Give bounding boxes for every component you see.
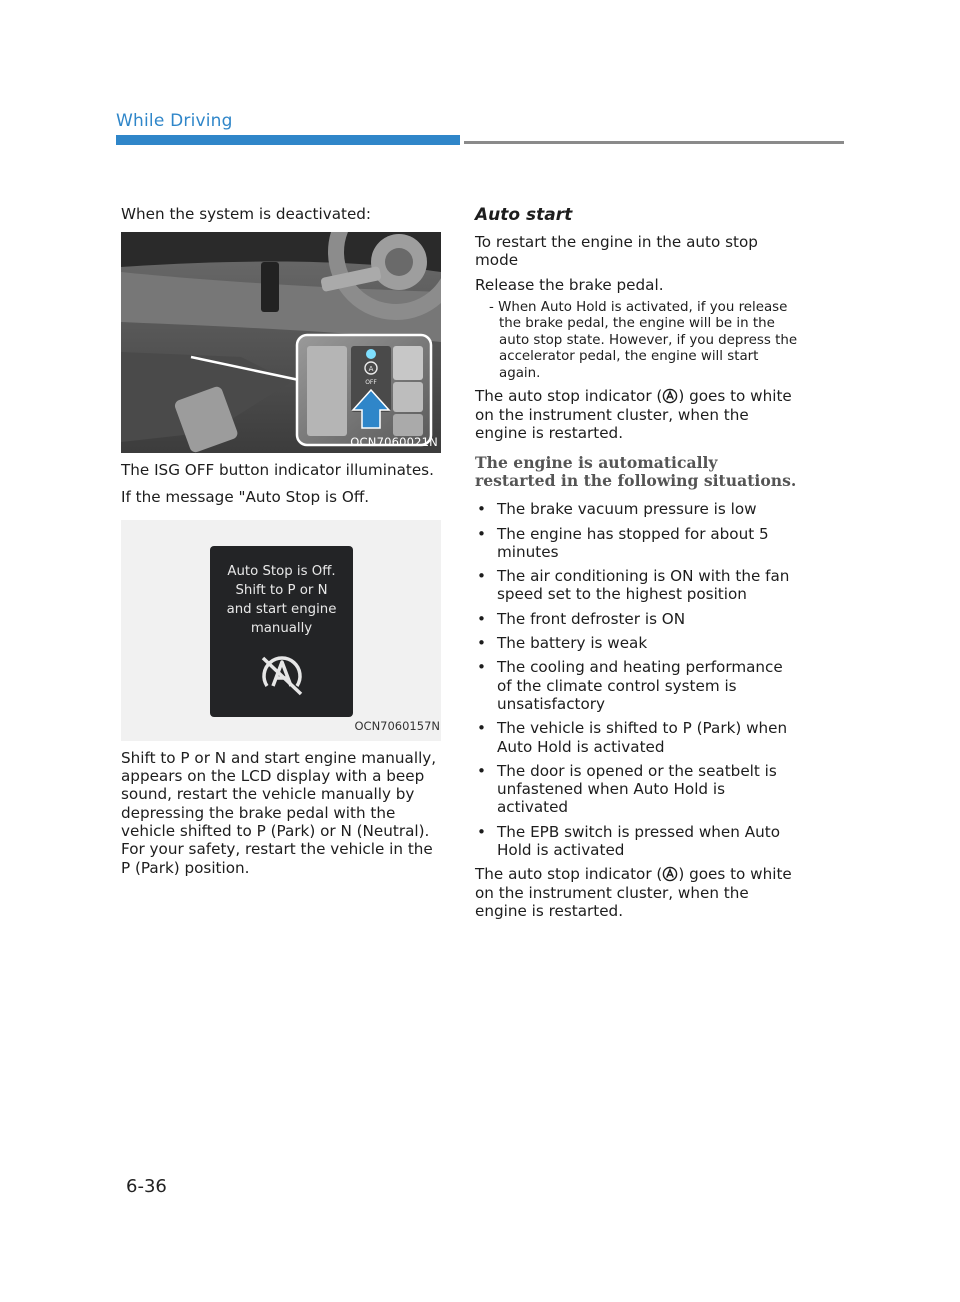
auto-stop-off-icon — [255, 648, 309, 702]
indicator-text-2 — [475, 865, 800, 920]
page-number: 6-36 — [126, 1176, 167, 1197]
bullet-dot: • — [477, 609, 486, 628]
header-rule-accent — [116, 135, 460, 145]
left-column — [121, 205, 443, 885]
figure-code: OCN7060157N — [354, 718, 440, 733]
situations-heading: The engine is automatically restarted in the following situations. — [475, 453, 797, 491]
auto-stop-a-icon — [662, 388, 678, 404]
list-item — [475, 610, 800, 628]
indicator-text-pre: The auto stop indicator ( — [475, 387, 663, 406]
message-intro-text: If the message "Auto Stop is Off. — [121, 487, 370, 506]
list-item-text: The engine has stopped for about 5 minutes — [497, 524, 769, 561]
figure-code: OCN7060021N — [350, 435, 438, 449]
list-item — [475, 823, 800, 860]
list-item — [475, 719, 800, 756]
isg-indicator-text: The ISG OFF button indicator illuminates. — [121, 461, 434, 480]
bullet-dot: • — [477, 524, 486, 543]
lcd-line: manually — [250, 620, 313, 636]
restart-intro-text: To restart the engine in the auto stop mode — [475, 233, 758, 270]
lcd-message — [210, 562, 353, 638]
bullet-dot: • — [477, 719, 486, 738]
lcd-line: and start engine — [226, 601, 337, 617]
bullet-dot: • — [477, 658, 486, 677]
list-item-text: The front defroster is ON — [497, 609, 686, 628]
list-item-text: The vehicle is shifted to P (Park) when Auto Hold is activated — [497, 719, 788, 756]
lcd-message-figure — [121, 520, 441, 741]
button-off-label: OFF — [365, 379, 377, 387]
bullet-dot: • — [477, 500, 486, 519]
auto-start-heading: Auto start — [475, 205, 573, 225]
list-item — [475, 634, 800, 652]
indicator-text-post: ) goes to white on the instrument cluster, when the engine is restarted. — [475, 865, 792, 920]
bullet-dot: • — [477, 634, 486, 653]
header-rule — [464, 141, 844, 144]
list-item — [475, 525, 800, 562]
list-item — [475, 658, 800, 713]
auto-hold-note: - When Auto Hold is activated, if you release the brake pedal, the engine will be in the auto stop state. However, if you depress the accelerator pedal, the engine will start again. — [489, 299, 798, 381]
dashboard-illustration — [121, 232, 441, 453]
list-item-text: The cooling and heating performance of the climate control system is unsatisfactory — [497, 658, 783, 713]
svg-text:A: A — [368, 365, 374, 374]
list-item — [475, 567, 800, 604]
indicator-text-post: ) goes to white on the instrument cluster, when the engine is restarted. — [475, 387, 792, 442]
restart-manual-text: Shift to P or N and start engine manually, appears on the LCD display with a beep sound, restart the vehicle manually by depressing the brake pedal with the vehicle shifted to P (Park) or N (Neutral). For your safety, restart the vehicle in the P (Park) position. — [121, 748, 437, 877]
list-item — [475, 500, 800, 518]
list-item-text: The battery is weak — [497, 634, 648, 653]
isg-off-button-figure — [121, 232, 441, 453]
auto-hold-note-text: When Auto Hold is activated, if you release the brake pedal, the engine will be in the auto stop state. However, if you depress the accelerator pedal, the engine will start again. — [498, 299, 798, 381]
indicator-text-pre: The auto stop indicator ( — [475, 865, 663, 884]
bullet-dot: • — [477, 567, 486, 586]
list-item-text: The brake vacuum pressure is low — [497, 500, 757, 519]
list-item-text: The door is opened or the seatbelt is unfastened when Auto Hold is activated — [497, 761, 777, 817]
list-item-text: The EPB switch is pressed when Auto Hold is activated — [497, 822, 780, 860]
lcd-line: Auto Stop is Off. — [227, 563, 336, 579]
lcd-line: Shift to P or N — [235, 582, 328, 598]
indicator-text — [475, 387, 800, 442]
restart-conditions-list — [475, 500, 800, 859]
right-column — [475, 205, 800, 928]
auto-stop-a-icon — [662, 866, 678, 882]
intro-text: When the system is deactivated: — [121, 205, 372, 223]
section-title: While Driving — [116, 111, 233, 131]
release-brake-text: Release the brake pedal. — [475, 275, 664, 294]
lcd-display — [210, 546, 353, 717]
list-item — [475, 762, 800, 817]
bullet-dot: • — [477, 761, 486, 780]
bullet-dot: • — [477, 822, 486, 841]
list-item-text: The air conditioning is ON with the fan speed set to the highest position — [497, 567, 790, 604]
